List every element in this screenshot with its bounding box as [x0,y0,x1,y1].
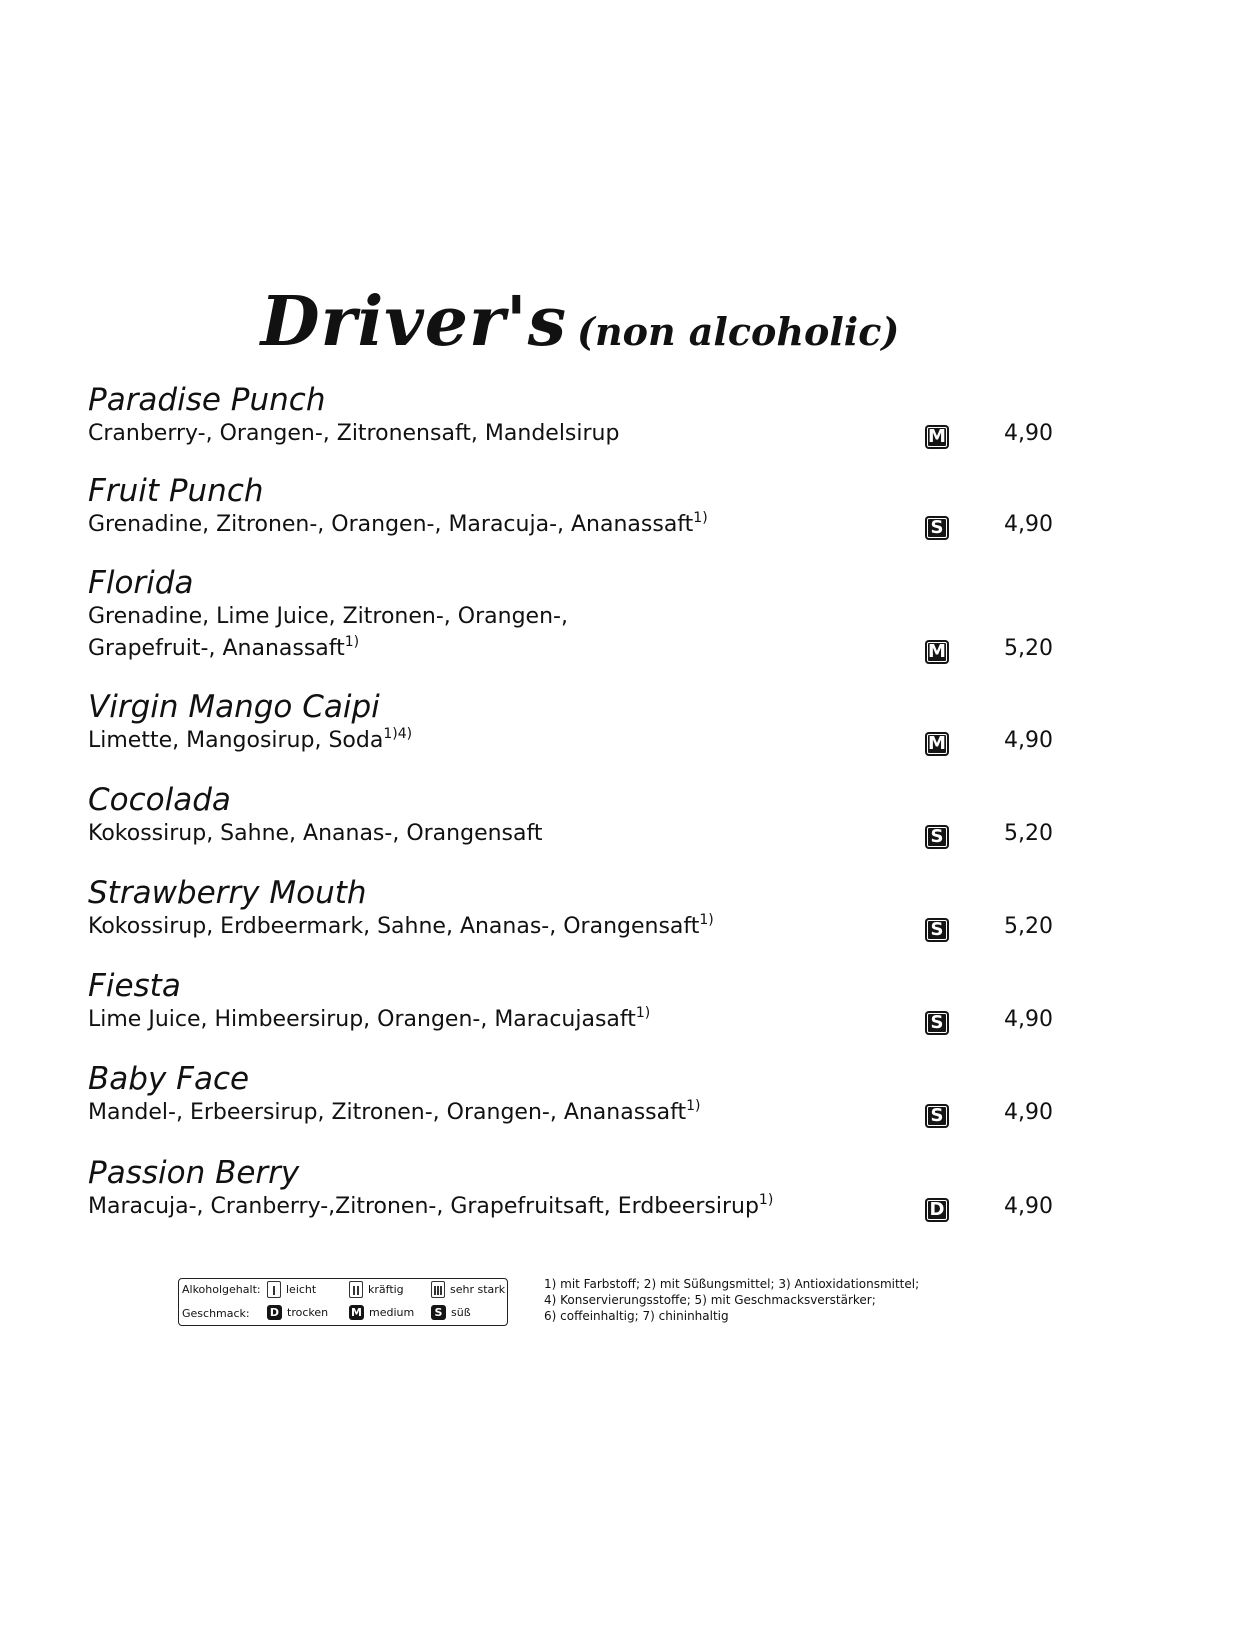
drink-ingredients: Cranberry-, Orangen-, Zitronensaft, Mandelsirup [88,421,620,446]
drink-ingredients-row [88,509,1088,541]
drink-price: 5,20 [1004,914,1053,939]
drink-name: Baby Face [88,1061,250,1097]
glass-one-icon [267,1281,281,1298]
drink-ingredients: Kokossirup, Sahne, Ananas-, Orangensaft [88,821,543,846]
legend-dry [267,1305,328,1320]
drink-price: 4,90 [1004,1007,1053,1032]
drink-name: Florida [88,565,194,601]
taste-medium-icon: M [349,1305,364,1320]
drink-ingredients-row [88,725,1088,757]
drink-item [88,782,1088,850]
drink-ingredients-row [88,911,1088,943]
legend-dry-label: trocken [287,1306,329,1319]
drink-name: Fruit Punch [88,473,264,509]
drink-price: 4,90 [1004,421,1053,446]
menu-title [0,282,1160,362]
taste-dry-icon: D [267,1305,282,1320]
drink-ingredients-row [88,633,1088,665]
drink-ingredients-row [88,418,1088,450]
drink-price: 4,90 [1004,512,1053,537]
menu-title-main: Driver's [260,282,567,362]
legend-alcohol-label: Alkoholgehalt: [182,1283,261,1296]
drink-ingredients-row [88,601,1088,633]
drink-name: Strawberry Mouth [88,875,367,911]
drink-item [88,875,1088,943]
drink-price: 4,90 [1004,1194,1053,1219]
taste-badge: S [925,516,949,540]
additive-footnote: 1) [699,912,714,928]
drink-ingredients: Grapefruit-, Ananassaft [88,636,345,661]
drink-ingredients: Grenadine, Lime Juice, Zitronen-, Orangen-, [88,604,568,629]
additive-footnote: 1) [686,1098,701,1114]
menu-title-sub: (non alcoholic) [577,309,900,354]
drink-ingredients-row [88,1097,1088,1129]
drink-price: 4,90 [1004,1100,1053,1125]
glass-two-icon [349,1281,363,1298]
legend-taste-label: Geschmack: [182,1307,250,1320]
legend-light-label: leicht [286,1283,317,1296]
legend-very-strong [431,1281,505,1298]
drink-ingredients-row [88,1191,1088,1223]
drink-ingredients: Grenadine, Zitronen-, Orangen-, Maracuja-, Ananassaft [88,512,694,537]
drink-name: Paradise Punch [88,382,326,418]
drink-item [88,689,1088,757]
taste-badge: M [925,425,949,449]
drink-ingredients: Kokossirup, Erdbeermark, Sahne, Ananas-, Orangensaft [88,914,700,939]
drink-item [88,473,1088,541]
taste-badge: S [925,918,949,942]
additive-footnote: 1) [635,1005,651,1021]
drink-price: 5,20 [1004,821,1053,846]
drink-ingredients-row [88,818,1088,850]
drink-ingredients: Mandel-, Erbeersirup, Zitronen-, Orangen-, Ananassaft [88,1100,687,1125]
taste-badge: S [925,1011,949,1035]
drink-price: 4,90 [1004,728,1053,753]
drink-name: Cocolada [88,782,231,818]
drink-item [88,565,1088,665]
taste-badge: S [925,825,949,849]
drink-ingredients: Limette, Mangosirup, Soda [88,728,384,753]
footnote-line: 4) Konservierungsstoffe; 5) mit Geschmacksverstärker; [544,1293,876,1307]
legend-very-strong-label: sehr stark [450,1283,506,1296]
legend-medium [349,1305,414,1320]
drink-ingredients: Lime Juice, Himbeersirup, Orangen-, Maracujasaft [88,1007,636,1032]
drink-item [88,1155,1088,1223]
legend-medium-label: medium [369,1306,415,1319]
drink-price: 5,20 [1004,636,1053,661]
legend-sweet-label: süß [451,1306,471,1319]
drink-name: Passion Berry [88,1155,300,1191]
taste-sweet-icon: S [431,1305,446,1320]
taste-badge: M [925,640,949,664]
drink-name: Fiesta [88,968,181,1004]
additive-footnote: 1)4) [383,726,413,742]
legend-box [178,1278,508,1326]
drink-item [88,382,1088,450]
legend-strong-label: kräftig [368,1283,404,1296]
footnote-line: 1) mit Farbstoff; 2) mit Süßungsmittel; 3) Antioxidationsmittel; [544,1277,920,1291]
legend-alcohol-row [179,1279,509,1301]
drink-ingredients-row [88,1004,1088,1036]
legend-sweet [431,1305,471,1320]
footnote-line: 6) coffeinhaltig; 7) chininhaltig [544,1309,729,1323]
legend-taste-row [179,1303,509,1325]
additive-footnotes [544,1276,919,1324]
drink-ingredients: Maracuja-, Cranberry-,Zitronen-, Grapefruitsaft, Erdbeersirup [88,1194,759,1219]
glass-three-icon [431,1281,445,1298]
additive-footnote: 1) [693,510,708,526]
legend-strong [349,1281,404,1298]
taste-badge: S [925,1104,949,1128]
legend-light [267,1281,316,1298]
taste-badge: M [925,732,949,756]
additive-footnote: 1) [344,634,360,650]
drink-name: Virgin Mango Caipi [88,689,380,725]
additive-footnote: 1) [758,1192,774,1208]
taste-badge: D [925,1198,949,1222]
drink-item [88,1061,1088,1129]
drink-item [88,968,1088,1036]
